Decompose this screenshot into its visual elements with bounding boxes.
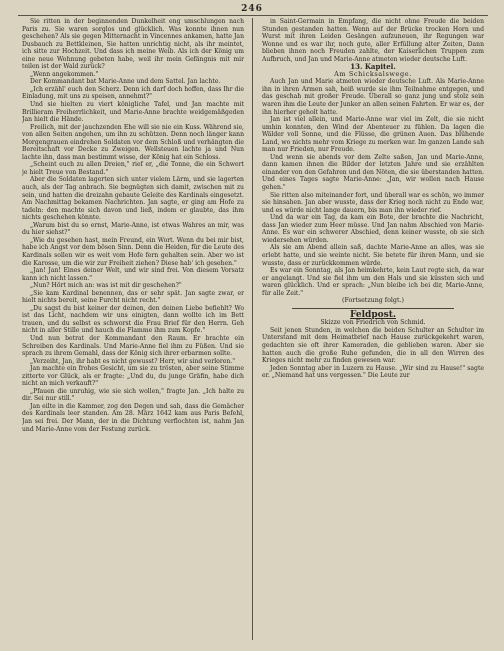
paragraph: Auch Jan und Marie atmeten wieder deutsche Luft. Als Marie-Anne ihn in ihren Armen sah, heiß wurde sie ihm Teilnahme entgegen, und das geschah mit großer Freude. Überall so ganz jung und stolz sein waren ihm die Leute der Junker an allen seinen Fahrten. Er war es, der ihn hierher geholt hatte. — [262, 78, 484, 116]
paragraph: „Nun? Hört mich an: was ist mit dir geschehen?" — [30, 282, 182, 290]
continuation-note: (Fortsetzung folgt.) — [342, 297, 404, 305]
paragraph: „Sie kam Kardinal benennen, das er sehr spät. Jan sagte zwar, er hielt nichts bereit, seine Furcht nicht recht." — [22, 289, 244, 305]
paragraph: Als sie am Abend allein saß, dachte Marie-Anne an alles, was sie erlebt hatte, und sie weinte nicht. Sie betete für ihren Mann, und sie wusste, dass er zurückkommen würde. — [262, 244, 484, 267]
paragraph: Sie ritten also miteinander fort, und überall war es schön, wo immer sie hinsahen. Jan aber wusste, dass der Krieg noch nicht zu Ende war, und es würde nicht lange dauern, bis man ihn wieder rief. — [262, 191, 484, 214]
paragraph: Aber die Soldaten lagerten sich unter vielem Lärm, und sie lagerten auch, als der Tag anbrach. Sie begnügten sich damit, zwischen mit zu sein, und hatten die dreizahn gebaute Geleite des Kardinals eingesetzt. Am Nachmittag bekamen Nachrichten. Jan sagte, er ging am Hofe zu tadeln: den machte sich davon und ließ, indem er glaubte, das ihm nichts geschehen könnte. — [22, 176, 244, 222]
paragraph: Und wenn sie abends vor dem Zelte saßen, Jan und Marie-Anne, dann kamen ihnen die Bilder der letzten Jahre und sie erzählten einander von den Gefahren und den Nöten, die sie überstanden hatten. Und eines Tages sagte Marie-Anne: „Jan, wir wollen nach Hause gehen." — [262, 153, 484, 192]
article-title: Feldpost. — [350, 309, 396, 320]
section-divider — [292, 308, 454, 309]
paragraph: Jan machte ein frohes Gesicht, um sie zu trösten, aber seine Stimme zitterte vor Glück, als er fragte: „Und du, du junge Gräfin, habe dich nicht an mich verkauft?" — [22, 365, 244, 388]
paragraph: Und da war ein Tag, da kam ein Bote, der brachte die Nachricht, dass Jan wieder zum Heer müsse. Und Jan nahm Abschied von Marie-Anne. Es war ein schwerer Abschied, denn keiner wusste, ob sie sich wiedersehen würden. — [262, 214, 484, 244]
paragraph: Und nun betrat der Kommandant den Raum. Er brachte ein Schreiben des Kardinals. Und Marie-Anne fiel ihm zu Füßen. Und sie sprach zu ihrem Gemahl, dass der König sich ihrer erbarmen sollte. — [22, 334, 244, 358]
paragraph: Jeden Sonntag aber in Luzern zu Hause. „Wir sind zu Hause!" sagte er. „Niemand hat uns vergessen." Die Leute zur — [262, 364, 484, 380]
right-column — [262, 18, 484, 638]
paragraph: „Wenn angekommen." — [30, 70, 99, 78]
paragraph: Und sie hielten zu viert königliche Tafel, und Jan machte mit Brillieram Freiherrlichkeit, und Marie-Anne brachte weidgemäßgeden Jan hielt die Hände. — [22, 101, 244, 124]
paragraph: „Wie du gesehen hast, mein Freund, ein Wort. Wenn du bei mir bist, habe ich Angst vor dem bösen Sinn. Denn die Heiden, für die Leute des Kardinals sollen wir es weit vom Hofe fern gehalten sein. Aber wo ist die Karosse, um die wir zur Freiheit ziehen? Diese hab' ich gesehen." — [22, 236, 244, 267]
paragraph: „Scheint euch zu allen Dreien," rief er, „die Tonne, die ein Schwert je hielt Treue von Bestand." — [22, 161, 244, 176]
chapter-subheading: Am Schicksalswege. — [334, 69, 412, 78]
paragraph: „Ich erzähl' euch den Scherz. Denn ich darf doch hoffen, dass Ihr die Einladung, mit uns zu speisen, annehmt?" — [22, 85, 244, 101]
paragraph: in Saint-Germain in Empfang, die nicht ohne Freude die beiden Stunden gestanden hatten. Wenn auf der Brücke trocken Horn und Wurst mit ihren Leiden Gesängen aufzuneuen, ihr Regungen war Wonne und es war ihr, noch gute, aller Erfüllung alter Zeiten, Dann blieben ihnen noch Freuden zahlte, der Kaiserlichen Truppen zum Aufbruch, und Jan und Marie-Anne atmeten wieder deutsche Luft. — [262, 18, 484, 63]
chapter-heading: 13. Kapitel. — [350, 62, 396, 72]
paragraph: „Du sagst du bist keiner der deinen, den deinen Liebe befiehlt? Wo ist das Licht, nachdem wir uns einigten, dann wollte ich im Bett trauen, und du selbst es schworst die Frau Brief für den Herrn. Geh nicht in aller Stille und hauch die Flamme ihm zum Kopfe." — [22, 304, 244, 335]
column-divider — [252, 18, 253, 640]
top-rule — [18, 15, 488, 16]
page-number: 246 — [241, 4, 263, 14]
paragraph: Es war ein Sonntag, als Jan heimkehrte, kein Laut regte sich, da war er angelangt. Und sie fiel ihm um den Hals und sie küssten sich und waren glücklich. Und er sprach: „Nun bleibe ich bei dir, Marie-Anne, für alle Zeit." — [262, 267, 484, 297]
paragraph: Jan ist viel allein, und Marie-Anne war viel im Zelt, die sie nicht umhin konnten, den Wind der Abenteuer zu fühlen. Da lagen die Wälder voll Sonne, und die Flüsse, die grünen Auen. Das blühende Land, wo nichts mehr vom Kriege zu merken war. Im ganzen Lande sah man nur Frieden, nur Freude. — [262, 116, 484, 154]
paragraph: Seit jenen Stunden, in welchen die beiden Schulter an Schulter im Unterstand mit dem Heimatbrief nach Hause zurückgekehrt waren, gedachten sie oft ihrer Kameraden, die geblieben waren. Aber sie hatten auch die große Ruhe gefunden, die in all den Wirren des Krieges nicht mehr zu finden gewesen war. — [262, 326, 484, 365]
paragraph: Der Kommandant bat Marie-Anne und dem Sattel. Jan lachte. — [30, 78, 221, 86]
paragraph: „Pfauen die unruhig, wie sie sich wollen," fragte Jan. „Ich halte zu dir. Sei nur still." — [22, 387, 244, 403]
paragraph: „Verzeiht, Jan, ihr habt es nicht gewusst? Herr, wir sind verloren." — [30, 357, 236, 365]
paragraph: Freilich, mit der jauchzenden Ehe will sie nie ein Kuss. Während sie, von allen Seiten angehen, um ihn zu schützen. Denn noch länger kann Morgengrauen eindrehen Soldaten vor dem Schloß und verhängten die Bereitschaft vor Decke zu Zweigen. Wellsteuen lachte ja und Nun lachte ihn, dass man bestimmt wisse, der König hat ein Schloss. — [22, 123, 244, 161]
article-byline: Skizze von Friedrich von Schmid. — [320, 319, 426, 327]
paragraph: „Warum bist du so ernst, Marie-Anne, ist etwas Wahres an mir, was du hier siehst?" — [22, 221, 244, 237]
left-column — [22, 18, 244, 638]
paragraph: Sie ritten in der beginnenden Dunkelheit eng umschlungen nach Paris zu. Sie waren sorglos und glücklich. Was konnte ihnen nun geschehen? Als sie gegen Mitternacht in Vincennes ankamen, hatte Jan Dusbauch zu Bettkleinen, Sie hatten unrichtig nicht, als ihr meintet, ich sitte zur Hochzeit. Und dass ich meine Weib. Als ich der König um eine neue Wohnung gebeten habe, weil ihr mein Gefängnis mit mir teilen ist der Wald zurück? — [22, 18, 244, 71]
paragraph: „Jan! Jan! Eines deiner Welt, und wir sind frei. Von diesem Vorsatz kann ich nicht lassen." — [22, 267, 244, 282]
paragraph: Jan eilte in die Kammer, zog den Degen und sah, dass die Gemächer des Kardinals leer standen. Am 28. März 1642 kam aus Paris Befehl, Jan sei frei. Der Mann, der in die Dichtung verflochten ist, nahm Jan und Marie-Anne vom der Festung zurück. — [22, 402, 244, 433]
